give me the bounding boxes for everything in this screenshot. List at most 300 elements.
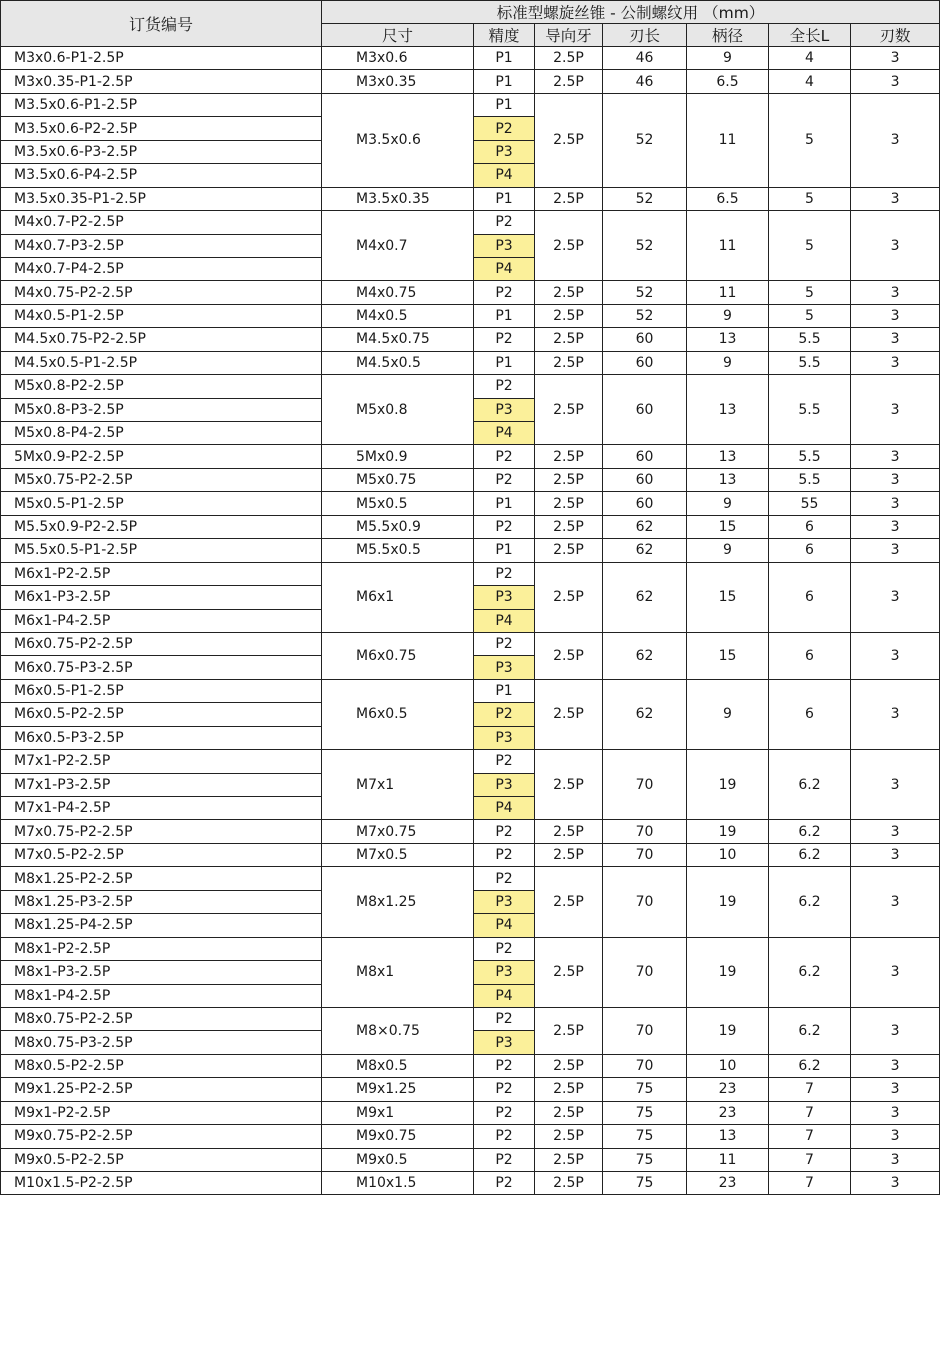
grade-cell: P4 — [474, 797, 535, 820]
flutes-cell: 3 — [851, 281, 940, 304]
grade-cell: P2 — [474, 1078, 535, 1101]
blade-length-cell: 70 — [603, 1054, 687, 1077]
shank-diameter-cell: 11 — [687, 211, 769, 281]
flutes-cell: 3 — [851, 820, 940, 843]
table-row — [1, 937, 940, 960]
total-length-cell: 6.2 — [769, 820, 851, 843]
guide-thread-cell: 2.5P — [535, 281, 603, 304]
total-length-cell: 5 — [769, 304, 851, 327]
size-cell: M9x1 — [322, 1101, 474, 1124]
total-length-cell: 55 — [769, 492, 851, 515]
flutes-cell: 3 — [851, 1054, 940, 1077]
total-length-cell: 6.2 — [769, 1007, 851, 1054]
grade-cell: P2 — [474, 1172, 535, 1195]
order-code-cell: M6x0.5-P1-2.5P — [1, 679, 322, 702]
order-code-cell: M3.5x0.35-P1-2.5P — [1, 187, 322, 210]
guide-thread-cell: 2.5P — [535, 468, 603, 491]
flutes-cell: 3 — [851, 211, 940, 281]
grade-cell: P2 — [474, 703, 535, 726]
flutes-cell: 3 — [851, 47, 940, 70]
shank-diameter-cell: 9 — [687, 304, 769, 327]
table-row — [1, 492, 940, 515]
grade-cell: P1 — [474, 351, 535, 374]
total-length-cell: 6 — [769, 539, 851, 562]
flutes-cell: 3 — [851, 375, 940, 445]
table-row — [1, 632, 940, 655]
grade-cell: P4 — [474, 422, 535, 445]
order-code-cell: M6x0.75-P3-2.5P — [1, 656, 322, 679]
grade-cell: P3 — [474, 656, 535, 679]
size-cell: M7x0.5 — [322, 843, 474, 866]
flutes-cell: 3 — [851, 1078, 940, 1101]
guide-thread-cell: 2.5P — [535, 211, 603, 281]
shank-diameter-cell: 19 — [687, 1007, 769, 1054]
order-code-header: 订货编号 — [1, 1, 322, 47]
size-cell: M3.5x0.35 — [322, 187, 474, 210]
total-length-cell: 7 — [769, 1078, 851, 1101]
flutes-cell: 3 — [851, 1101, 940, 1124]
grade-cell: P3 — [474, 1031, 535, 1054]
shank-diameter-cell: 15 — [687, 632, 769, 679]
grade-cell: P2 — [474, 515, 535, 538]
order-code-cell: M5x0.75-P2-2.5P — [1, 468, 322, 491]
table-row — [1, 47, 940, 70]
blade-length-cell: 62 — [603, 515, 687, 538]
grade-cell: P1 — [474, 679, 535, 702]
size-cell: M10x1.5 — [322, 1172, 474, 1195]
total-length-cell: 6.2 — [769, 867, 851, 937]
table-row — [1, 820, 940, 843]
blade-length-cell: 62 — [603, 632, 687, 679]
order-code-cell: M8x0.75-P2-2.5P — [1, 1007, 322, 1030]
total-length-cell: 5.5 — [769, 445, 851, 468]
grade-cell: P1 — [474, 492, 535, 515]
size-cell: M4x0.7 — [322, 211, 474, 281]
order-code-cell: M4x0.7-P3-2.5P — [1, 234, 322, 257]
order-code-cell: M4x0.7-P4-2.5P — [1, 257, 322, 280]
total-length-cell: 7 — [769, 1125, 851, 1148]
shank-diameter-cell: 15 — [687, 515, 769, 538]
total-length-cell: 5.5 — [769, 375, 851, 445]
order-code-cell: M3.5x0.6-P3-2.5P — [1, 140, 322, 163]
blade-length-cell: 60 — [603, 375, 687, 445]
flutes-cell: 3 — [851, 562, 940, 632]
size-cell: M6x0.5 — [322, 679, 474, 749]
grade-cell: P1 — [474, 93, 535, 116]
guide-thread-cell: 2.5P — [535, 375, 603, 445]
order-code-cell: M3.5x0.6-P2-2.5P — [1, 117, 322, 140]
shank-diameter-cell: 19 — [687, 867, 769, 937]
table-row — [1, 468, 940, 491]
grade-cell: P2 — [474, 211, 535, 234]
table-body — [1, 47, 940, 1195]
order-code-cell: M9x1-P2-2.5P — [1, 1101, 322, 1124]
guide-thread-header: 导向牙 — [535, 24, 603, 47]
grade-cell: P2 — [474, 1101, 535, 1124]
order-code-cell: M9x0.75-P2-2.5P — [1, 1125, 322, 1148]
flutes-cell: 3 — [851, 468, 940, 491]
total-length-cell: 7 — [769, 1172, 851, 1195]
order-code-cell: M4x0.7-P2-2.5P — [1, 211, 322, 234]
shank-diameter-cell: 13 — [687, 375, 769, 445]
order-code-cell: M9x1.25-P2-2.5P — [1, 1078, 322, 1101]
shank-diameter-cell: 6.5 — [687, 70, 769, 93]
flutes-cell: 3 — [851, 1148, 940, 1171]
shank-diameter-cell: 19 — [687, 820, 769, 843]
order-code-cell: M6x0.5-P2-2.5P — [1, 703, 322, 726]
shank-diameter-cell: 10 — [687, 843, 769, 866]
flutes-cell: 3 — [851, 328, 940, 351]
guide-thread-cell: 2.5P — [535, 867, 603, 937]
table-row — [1, 211, 940, 234]
size-cell: M9x0.75 — [322, 1125, 474, 1148]
grade-cell: P3 — [474, 234, 535, 257]
order-code-cell: M8x0.5-P2-2.5P — [1, 1054, 322, 1077]
order-code-cell: M3x0.35-P1-2.5P — [1, 70, 322, 93]
table-row — [1, 1101, 940, 1124]
table-row — [1, 867, 940, 890]
grade-cell: P2 — [474, 468, 535, 491]
blade-length-cell: 70 — [603, 820, 687, 843]
order-code-cell: M8x1.25-P2-2.5P — [1, 867, 322, 890]
order-code-cell: M5x0.5-P1-2.5P — [1, 492, 322, 515]
flutes-cell: 3 — [851, 1125, 940, 1148]
guide-thread-cell: 2.5P — [535, 445, 603, 468]
size-cell: M6x1 — [322, 562, 474, 632]
guide-thread-cell: 2.5P — [535, 1078, 603, 1101]
order-code-cell: M5x0.8-P3-2.5P — [1, 398, 322, 421]
size-cell: M3x0.6 — [322, 47, 474, 70]
table-row — [1, 1172, 940, 1195]
guide-thread-cell: 2.5P — [535, 562, 603, 632]
shank-diameter-cell: 6.5 — [687, 187, 769, 210]
blade-length-cell: 60 — [603, 492, 687, 515]
guide-thread-cell: 2.5P — [535, 632, 603, 679]
grade-cell: P2 — [474, 445, 535, 468]
total-length-cell: 4 — [769, 47, 851, 70]
guide-thread-cell: 2.5P — [535, 820, 603, 843]
order-code-cell: M4x0.75-P2-2.5P — [1, 281, 322, 304]
guide-thread-cell: 2.5P — [535, 328, 603, 351]
flutes-cell: 3 — [851, 70, 940, 93]
order-code-cell: M5x0.8-P2-2.5P — [1, 375, 322, 398]
grade-cell: P2 — [474, 328, 535, 351]
flutes-cell: 3 — [851, 1172, 940, 1195]
table-row — [1, 187, 940, 210]
size-cell: M6x0.75 — [322, 632, 474, 679]
blade-length-cell: 75 — [603, 1148, 687, 1171]
guide-thread-cell: 2.5P — [535, 937, 603, 1007]
table-row — [1, 328, 940, 351]
grade-cell: P2 — [474, 281, 535, 304]
shank-diameter-header: 柄径 — [687, 24, 769, 47]
grade-cell: P4 — [474, 914, 535, 937]
shank-diameter-cell: 13 — [687, 468, 769, 491]
shank-diameter-cell: 23 — [687, 1172, 769, 1195]
size-cell: M8x1 — [322, 937, 474, 1007]
grade-cell: P2 — [474, 843, 535, 866]
flutes-cell: 3 — [851, 187, 940, 210]
shank-diameter-cell: 19 — [687, 937, 769, 1007]
blade-length-cell: 52 — [603, 211, 687, 281]
blade-length-cell: 60 — [603, 468, 687, 491]
size-cell: M7x1 — [322, 750, 474, 820]
grade-cell: P2 — [474, 820, 535, 843]
grade-cell: P3 — [474, 726, 535, 749]
guide-thread-cell: 2.5P — [535, 93, 603, 187]
shank-diameter-cell: 13 — [687, 445, 769, 468]
flutes-cell: 3 — [851, 632, 940, 679]
total-length-cell: 5 — [769, 211, 851, 281]
total-length-cell: 6 — [769, 562, 851, 632]
table-row — [1, 93, 940, 116]
shank-diameter-cell: 23 — [687, 1078, 769, 1101]
order-code-cell: M6x0.75-P2-2.5P — [1, 632, 322, 655]
size-cell: M5x0.5 — [322, 492, 474, 515]
guide-thread-cell: 2.5P — [535, 1148, 603, 1171]
total-length-cell: 5 — [769, 281, 851, 304]
blade-length-cell: 60 — [603, 445, 687, 468]
guide-thread-cell: 2.5P — [535, 1172, 603, 1195]
grade-cell: P1 — [474, 187, 535, 210]
table-row — [1, 304, 940, 327]
order-code-cell: M6x1-P4-2.5P — [1, 609, 322, 632]
size-cell: 5Mx0.9 — [322, 445, 474, 468]
order-code-cell: M5.5x0.5-P1-2.5P — [1, 539, 322, 562]
guide-thread-cell: 2.5P — [535, 1054, 603, 1077]
grade-cell: P2 — [474, 375, 535, 398]
flutes-cell: 3 — [851, 867, 940, 937]
total-length-cell: 4 — [769, 70, 851, 93]
order-code-cell: M3.5x0.6-P4-2.5P — [1, 164, 322, 187]
flutes-cell: 3 — [851, 843, 940, 866]
grade-cell: P2 — [474, 632, 535, 655]
size-cell: M3.5x0.6 — [322, 93, 474, 187]
total-length-header: 全长L — [769, 24, 851, 47]
grade-cell: P1 — [474, 70, 535, 93]
grade-cell: P4 — [474, 164, 535, 187]
table-row — [1, 515, 940, 538]
table-row — [1, 843, 940, 866]
blade-length-cell: 60 — [603, 351, 687, 374]
guide-thread-cell: 2.5P — [535, 47, 603, 70]
guide-thread-cell: 2.5P — [535, 515, 603, 538]
shank-diameter-cell: 9 — [687, 47, 769, 70]
flutes-cell: 3 — [851, 445, 940, 468]
flutes-cell: 3 — [851, 351, 940, 374]
blade-length-cell: 62 — [603, 679, 687, 749]
blade-length-cell: 52 — [603, 93, 687, 187]
grade-cell: P3 — [474, 961, 535, 984]
flutes-cell: 3 — [851, 679, 940, 749]
table-row — [1, 70, 940, 93]
guide-thread-cell: 2.5P — [535, 1101, 603, 1124]
table-row — [1, 679, 940, 702]
total-length-cell: 6.2 — [769, 937, 851, 1007]
order-code-cell: M7x0.5-P2-2.5P — [1, 843, 322, 866]
table-row — [1, 562, 940, 585]
blade-length-cell: 52 — [603, 281, 687, 304]
grade-cell: P3 — [474, 140, 535, 163]
order-code-cell: M6x1-P3-2.5P — [1, 586, 322, 609]
table-header — [1, 1, 940, 47]
size-cell: M9x0.5 — [322, 1148, 474, 1171]
table-row — [1, 1054, 940, 1077]
total-length-cell: 6 — [769, 679, 851, 749]
grade-cell: P2 — [474, 1125, 535, 1148]
size-cell: M5x0.8 — [322, 375, 474, 445]
grade-cell: P2 — [474, 750, 535, 773]
guide-thread-cell: 2.5P — [535, 843, 603, 866]
order-code-cell: M9x0.5-P2-2.5P — [1, 1148, 322, 1171]
total-length-cell: 5.5 — [769, 351, 851, 374]
blade-length-cell: 70 — [603, 750, 687, 820]
size-cell: M4.5x0.5 — [322, 351, 474, 374]
total-length-cell: 5 — [769, 93, 851, 187]
total-length-cell: 6.2 — [769, 843, 851, 866]
blade-length-header: 刃长 — [603, 24, 687, 47]
guide-thread-cell: 2.5P — [535, 351, 603, 374]
flutes-cell: 3 — [851, 304, 940, 327]
total-length-cell: 5.5 — [769, 468, 851, 491]
size-header: 尺寸 — [322, 24, 474, 47]
shank-diameter-cell: 15 — [687, 562, 769, 632]
blade-length-cell: 62 — [603, 562, 687, 632]
order-code-cell: M3x0.6-P1-2.5P — [1, 47, 322, 70]
table-row — [1, 539, 940, 562]
shank-diameter-cell: 11 — [687, 93, 769, 187]
shank-diameter-cell: 11 — [687, 281, 769, 304]
order-code-cell: M7x0.75-P2-2.5P — [1, 820, 322, 843]
guide-thread-cell: 2.5P — [535, 1007, 603, 1054]
grade-cell: P2 — [474, 937, 535, 960]
order-code-cell: M8x1.25-P3-2.5P — [1, 890, 322, 913]
total-length-cell: 6.2 — [769, 1054, 851, 1077]
tap-group-header: 标准型螺旋丝锥 - 公制螺纹用 （mm） — [322, 1, 940, 24]
total-length-cell: 7 — [769, 1148, 851, 1171]
size-cell: M8x0.5 — [322, 1054, 474, 1077]
table-row — [1, 1078, 940, 1101]
grade-cell: P2 — [474, 867, 535, 890]
table-row — [1, 1125, 940, 1148]
order-code-cell: M5.5x0.9-P2-2.5P — [1, 515, 322, 538]
flutes-cell: 3 — [851, 539, 940, 562]
grade-cell: P3 — [474, 773, 535, 796]
total-length-cell: 6 — [769, 632, 851, 679]
guide-thread-cell: 2.5P — [535, 187, 603, 210]
size-cell: M4.5x0.75 — [322, 328, 474, 351]
table-row — [1, 281, 940, 304]
total-length-cell: 5.5 — [769, 328, 851, 351]
grade-cell: P3 — [474, 586, 535, 609]
blade-length-cell: 70 — [603, 843, 687, 866]
grade-cell: P4 — [474, 984, 535, 1007]
total-length-cell: 5 — [769, 187, 851, 210]
guide-thread-cell: 2.5P — [535, 539, 603, 562]
shank-diameter-cell: 19 — [687, 750, 769, 820]
shank-diameter-cell: 9 — [687, 679, 769, 749]
total-length-cell: 6 — [769, 515, 851, 538]
flutes-cell: 3 — [851, 750, 940, 820]
size-cell: M5x0.75 — [322, 468, 474, 491]
order-code-cell: M8x1.25-P4-2.5P — [1, 914, 322, 937]
shank-diameter-cell: 9 — [687, 351, 769, 374]
shank-diameter-cell: 23 — [687, 1101, 769, 1124]
table-row — [1, 1007, 940, 1030]
order-code-cell: M8x1-P2-2.5P — [1, 937, 322, 960]
blade-length-cell: 60 — [603, 328, 687, 351]
grade-cell: P1 — [474, 304, 535, 327]
order-code-cell: M4x0.5-P1-2.5P — [1, 304, 322, 327]
shank-diameter-cell: 9 — [687, 539, 769, 562]
flutes-cell: 3 — [851, 937, 940, 1007]
grade-cell: P3 — [474, 398, 535, 421]
order-code-cell: M8x1-P3-2.5P — [1, 961, 322, 984]
blade-length-cell: 52 — [603, 187, 687, 210]
order-code-cell: M6x1-P2-2.5P — [1, 562, 322, 585]
order-code-cell: M10x1.5-P2-2.5P — [1, 1172, 322, 1195]
order-code-cell: M7x1-P3-2.5P — [1, 773, 322, 796]
size-cell: M5.5x0.9 — [322, 515, 474, 538]
order-code-cell: M8x1-P4-2.5P — [1, 984, 322, 1007]
table-row — [1, 375, 940, 398]
shank-diameter-cell: 13 — [687, 328, 769, 351]
shank-diameter-cell: 13 — [687, 1125, 769, 1148]
blade-length-cell: 75 — [603, 1125, 687, 1148]
shank-diameter-cell: 11 — [687, 1148, 769, 1171]
order-code-cell: M6x0.5-P3-2.5P — [1, 726, 322, 749]
blade-length-cell: 75 — [603, 1078, 687, 1101]
flutes-cell: 3 — [851, 515, 940, 538]
grade-header: 精度 — [474, 24, 535, 47]
guide-thread-cell: 2.5P — [535, 70, 603, 93]
order-code-cell: M4.5x0.5-P1-2.5P — [1, 351, 322, 374]
size-cell: M4x0.5 — [322, 304, 474, 327]
blade-length-cell: 70 — [603, 937, 687, 1007]
flutes-cell: 3 — [851, 1007, 940, 1054]
shank-diameter-cell: 10 — [687, 1054, 769, 1077]
flutes-cell: 3 — [851, 93, 940, 187]
size-cell: M4x0.75 — [322, 281, 474, 304]
order-code-cell: M3.5x0.6-P1-2.5P — [1, 93, 322, 116]
blade-length-cell: 70 — [603, 867, 687, 937]
size-cell: M8×0.75 — [322, 1007, 474, 1054]
blade-length-cell: 62 — [603, 539, 687, 562]
table-row — [1, 1148, 940, 1171]
grade-cell: P2 — [474, 1148, 535, 1171]
table-row — [1, 351, 940, 374]
total-length-cell: 6.2 — [769, 750, 851, 820]
grade-cell: P2 — [474, 562, 535, 585]
flutes-header: 刃数 — [851, 24, 940, 47]
size-cell: M7x0.75 — [322, 820, 474, 843]
blade-length-cell: 75 — [603, 1101, 687, 1124]
shank-diameter-cell: 9 — [687, 492, 769, 515]
size-cell: M5.5x0.5 — [322, 539, 474, 562]
blade-length-cell: 46 — [603, 70, 687, 93]
guide-thread-cell: 2.5P — [535, 750, 603, 820]
flutes-cell: 3 — [851, 492, 940, 515]
order-code-cell: M8x0.75-P3-2.5P — [1, 1031, 322, 1054]
order-code-cell: 5Mx0.9-P2-2.5P — [1, 445, 322, 468]
order-code-cell: M7x1-P2-2.5P — [1, 750, 322, 773]
grade-cell: P2 — [474, 117, 535, 140]
grade-cell: P4 — [474, 257, 535, 280]
blade-length-cell: 52 — [603, 304, 687, 327]
order-code-cell: M4.5x0.75-P2-2.5P — [1, 328, 322, 351]
order-code-cell: M5x0.8-P4-2.5P — [1, 422, 322, 445]
grade-cell: P1 — [474, 47, 535, 70]
